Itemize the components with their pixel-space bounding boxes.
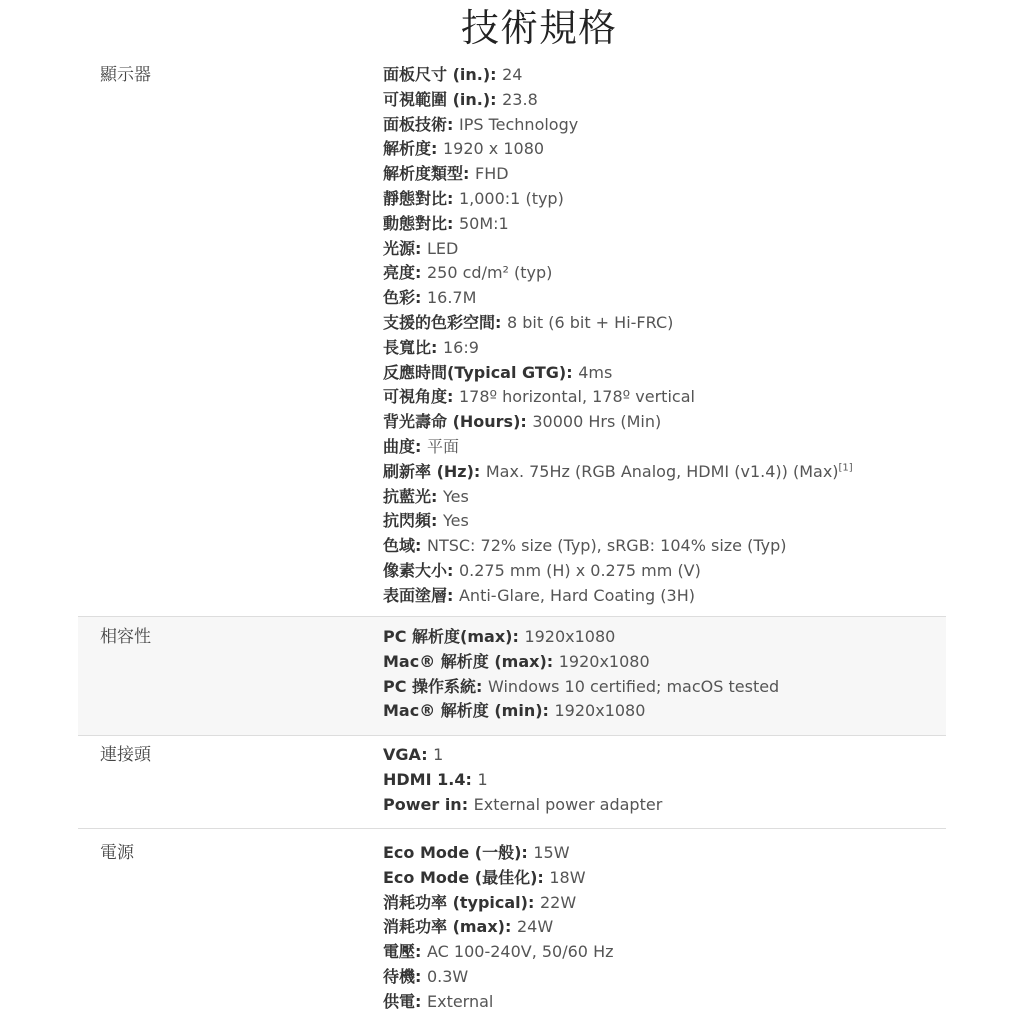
spec-row [383,990,946,1015]
spec-separator: : [447,387,459,407]
spec-value: 16:9 [442,337,479,357]
spec-row [383,88,946,113]
spec-key: 曲度 [383,436,416,456]
spec-row [383,485,946,510]
spec-row [383,768,946,793]
spec-key: 抗閃頻 [383,511,432,531]
spec-key: 像素大小 [383,560,448,580]
spec-key: 消耗功率 (typical) [383,892,528,912]
spec-key: 亮度 [383,263,416,283]
spec-separator: : [415,991,427,1011]
spec-key: Mac® 解析度 (max) [383,651,547,671]
spec-value: AC 100-240V, 50/60 Hz [426,942,614,962]
spec-key: Mac® 解析度 (min) [383,701,543,721]
spec-separator: : [421,745,434,764]
spec-value: External [426,991,494,1011]
spec-key: VGA [383,745,422,764]
spec-row [383,137,946,162]
spec-key: HDMI 1.4 [383,769,466,789]
spec-row [383,650,946,675]
spec-separator: : [431,511,443,531]
footnote-marker[interactable]: [1] [838,462,853,474]
spec-separator: : [521,843,534,862]
spec-key: 消耗功率 (max) [383,917,505,937]
spec-row [383,460,946,485]
spec-rows [383,63,946,609]
spec-value: 1920x1080 [554,701,646,721]
spec-key: 色彩 [383,288,416,308]
spec-row [383,311,946,336]
spec-separator: : [490,65,503,84]
spec-value: 50M:1 [458,213,509,233]
spec-rows [383,743,946,817]
spec-separator: : [527,892,540,912]
spec-value: 1920x1080 [524,627,616,646]
spec-value: Yes [442,486,469,506]
spec-separator: : [512,627,525,646]
spec-row [383,793,946,818]
spec-section-connectors [78,736,946,829]
spec-key: 刷新率 (Hz) [383,461,474,481]
spec-separator: : [461,794,474,814]
spec-row [383,237,946,262]
spec-separator: : [415,263,427,283]
spec-key: 動態對比 [383,213,448,233]
spec-key: PC 操作系統 [383,676,477,696]
spec-row [383,584,946,609]
spec-value: 1920x1080 [558,651,650,671]
spec-separator: : [520,412,533,432]
spec-rows [383,841,946,1015]
page-title: 技術規格 [460,6,617,50]
spec-value: 23.8 [502,89,538,109]
spec-key: 可視範圍 (in.) [383,89,491,109]
spec-row [383,965,946,990]
spec-value: 0.275 mm (H) x 0.275 mm (V) [458,560,701,580]
spec-separator: : [415,942,427,962]
spec-separator: : [542,701,555,721]
spec-key: Eco Mode (最佳化) [383,867,538,887]
spec-key: 供電 [383,991,416,1011]
spec-row [383,187,946,212]
spec-key: 光源 [383,238,416,258]
spec-value: 15W [533,843,570,862]
spec-separator: : [495,312,507,332]
spec-value: 1920 x 1080 [442,139,545,159]
spec-separator: : [415,288,427,308]
spec-row [383,559,946,584]
section-label: 連接頭 [100,745,151,765]
spec-key: 反應時間(Typical GTG) [383,362,567,382]
spec-value: 平面 [426,436,459,456]
spec-row [383,385,946,410]
spec-value: 4ms [578,362,613,382]
spec-value: 250 cd/m² (typ) [426,263,553,283]
spec-value: 178º horizontal, 178º vertical [458,387,695,407]
spec-key: 電壓 [383,942,416,962]
spec-rows [383,625,946,724]
spec-table [78,60,946,1024]
spec-value: 22W [539,892,577,912]
spec-separator: : [476,676,489,696]
spec-row [383,940,946,965]
spec-separator: : [473,461,486,481]
section-label: 顯示器 [100,65,151,85]
spec-separator: : [505,917,517,937]
spec-row [383,841,946,866]
spec-value: 0.3W [426,966,469,986]
spec-value: 30000 Hrs (Min) [532,412,662,432]
spec-key: PC 解析度(max) [383,627,513,646]
spec-value: 1,000:1 (typ) [458,188,564,208]
spec-row [383,212,946,237]
spec-key: Power in [383,794,462,814]
spec-row [383,162,946,187]
spec-row [383,509,946,534]
spec-row [383,286,946,311]
spec-row [383,534,946,559]
spec-separator: : [415,966,427,986]
spec-value: 8 bit (6 bit + Hi-FRC) [506,312,674,332]
spec-row [383,675,946,700]
spec-key: 面板技術 [383,114,448,134]
spec-key: 面板尺寸 (in.) [383,65,491,84]
spec-value: Anti-Glare, Hard Coating (3H) [458,585,695,605]
spec-value: 24W [516,917,554,937]
section-label: 電源 [100,843,134,863]
spec-row [383,261,946,286]
spec-value: Windows 10 certified; macOS tested [488,676,780,696]
spec-row [383,743,946,768]
spec-separator: : [546,651,559,671]
spec-value: FHD [474,164,509,184]
spec-row [383,866,946,891]
spec-section-display [78,60,946,617]
spec-value: 1 [433,745,444,764]
spec-key: 背光壽命 (Hours) [383,412,521,432]
spec-row [383,63,946,88]
spec-value: Yes [442,511,469,531]
spec-value: NTSC: 72% size (Typ), sRGB: 104% size (Typ) [426,536,787,556]
spec-row [383,699,946,724]
spec-separator: : [537,867,550,887]
spec-key: 可視角度 [383,387,448,407]
spec-key: 解析度 [383,139,432,159]
spec-key: Eco Mode (一般) [383,843,522,862]
spec-value: 16.7M [426,288,477,308]
spec-separator: : [447,560,459,580]
spec-value: 24 [502,65,523,84]
spec-separator: : [447,188,459,208]
spec-key: 待機 [383,966,416,986]
spec-separator: : [431,337,443,357]
spec-value: 18W [549,867,586,887]
spec-separator: : [447,213,459,233]
spec-separator: : [463,164,475,184]
spec-value: 1 [477,769,488,789]
spec-row [383,410,946,435]
spec-value: IPS Technology [458,114,579,134]
spec-separator: : [415,536,427,556]
spec-value: External power adapter [473,794,663,814]
spec-value: LED [426,238,459,258]
section-label: 相容性 [100,627,151,647]
spec-separator: : [490,89,503,109]
spec-key: 抗藍光 [383,486,432,506]
spec-row [383,915,946,940]
spec-key: 表面塗層 [383,585,448,605]
spec-key: 解析度類型 [383,164,464,184]
spec-row [383,891,946,916]
spec-section-compatibility [78,617,946,736]
spec-key: 色域 [383,536,416,556]
spec-key: 支援的色彩空間 [383,312,496,332]
spec-separator: : [465,769,478,789]
spec-separator: : [566,362,579,382]
spec-row [383,113,946,138]
spec-value: Max. 75Hz (RGB Analog, HDMI (v1.4)) (Max) [485,461,839,481]
spec-separator: : [431,139,443,159]
spec-separator: : [415,238,427,258]
spec-key: 靜態對比 [383,188,448,208]
spec-separator: : [415,436,427,456]
spec-separator: : [447,114,459,134]
spec-row [383,361,946,386]
spec-key: 長寬比 [383,337,432,357]
spec-row [383,435,946,460]
spec-section-power [78,829,946,1024]
spec-separator: : [447,585,459,605]
spec-row [383,336,946,361]
spec-separator: : [431,486,443,506]
spec-row [383,625,946,650]
